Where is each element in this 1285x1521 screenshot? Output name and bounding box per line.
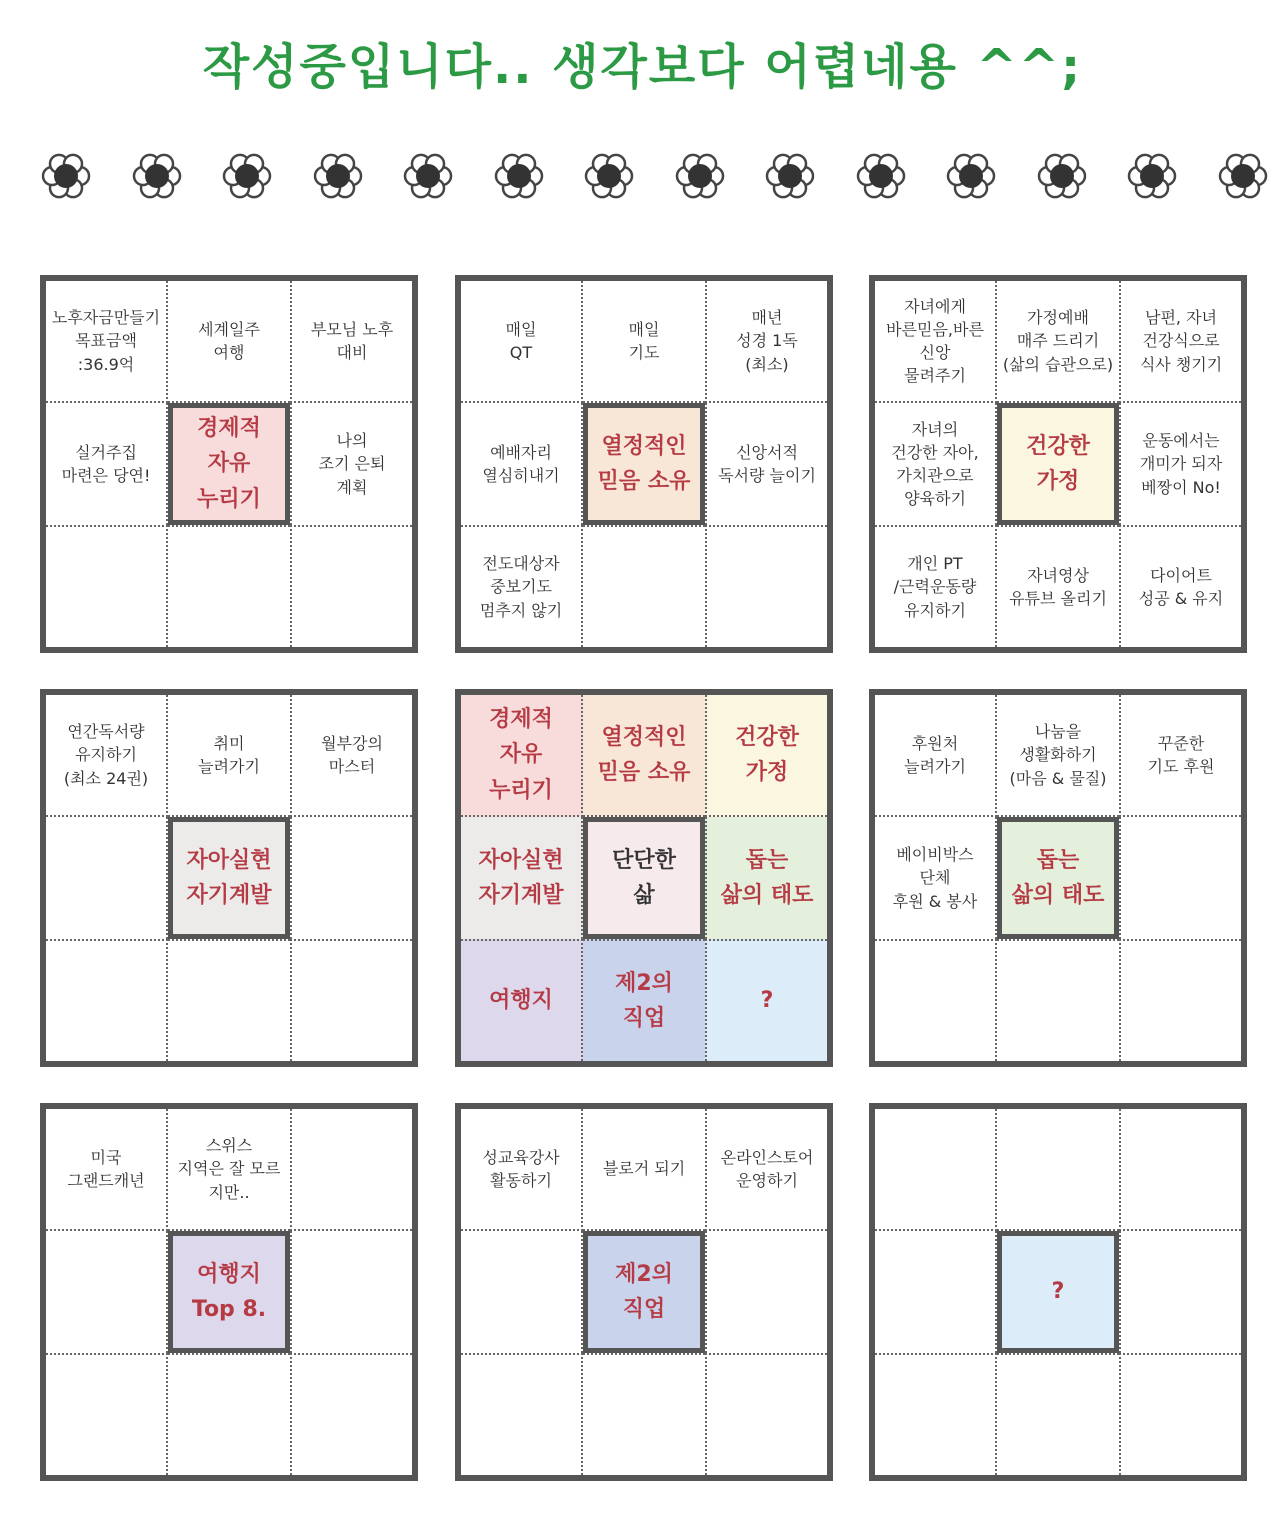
goal-cell: [1119, 1353, 1241, 1475]
goal-cell: [290, 1109, 412, 1231]
goal-cell: 개인 PT /근력운동량 유지하기: [875, 525, 997, 647]
goal-cell: 예배자리 열심히내기: [461, 403, 583, 525]
goal-cell: 베이비박스 단체 후원 & 봉사: [875, 817, 997, 939]
goal-cell: 스위스 지역은 잘 모르지만..: [168, 1109, 290, 1231]
goal-cell: 나눔을 생활화하기 (마음 & 물질): [997, 695, 1119, 817]
goal-cell: [290, 1231, 412, 1353]
goal-cell: [461, 1353, 583, 1475]
goal-cell: 실거주집 마련은 당연!: [46, 403, 168, 525]
goal-cell: 후원처 늘려가기: [875, 695, 997, 817]
goal-cell: [875, 1353, 997, 1475]
goal-cell: [875, 1231, 997, 1353]
goal-cell: 자아실현 자기계발: [461, 817, 583, 939]
goal-cell: 매일 기도: [583, 281, 705, 403]
flower-icon: [672, 148, 728, 204]
goal-cell: [290, 817, 412, 939]
goal-cell: 성교육강사 활동하기: [461, 1109, 583, 1231]
goal-cell: 건강한 가정: [705, 695, 827, 817]
goal-cell: ?: [705, 939, 827, 1061]
flower-icon: [762, 148, 818, 204]
flower-icon: [219, 148, 275, 204]
flower-icon: [38, 148, 94, 204]
goal-cell: 부모님 노후 대비: [290, 281, 412, 403]
goal-cell: 연간독서량 유지하기 (최소 24권): [46, 695, 168, 817]
page-title: 작성중입니다.. 생각보다 어렵네용 ^^;: [202, 39, 1083, 95]
goal-cell: 열정적인 믿음 소유: [583, 695, 705, 817]
goal-cell: [290, 939, 412, 1061]
goal-cell: 월부강의 마스터: [290, 695, 412, 817]
flower-icon: [1034, 148, 1090, 204]
goal-cell: 자녀의 건강한 자아, 가치관으로 양육하기: [875, 403, 997, 525]
board-unknown: [869, 1103, 1247, 1481]
goal-cell: 다이어트 성공 & 유지: [1119, 525, 1241, 647]
flower-icon: [1124, 148, 1180, 204]
flower-icon: [491, 148, 547, 204]
goal-cell: [1119, 817, 1241, 939]
center-goal: 건강한 가정: [997, 403, 1119, 525]
goal-cell: [997, 1353, 1119, 1475]
goal-cell: [875, 1109, 997, 1231]
board-career: [455, 1103, 833, 1481]
flower-icon: [581, 148, 637, 204]
goal-cell: 남편, 자녀 건강식으로 식사 챙기기: [1119, 281, 1241, 403]
goal-cell: [46, 817, 168, 939]
center-goal: 단단한 삶: [583, 817, 705, 939]
center-goal: ?: [997, 1231, 1119, 1353]
goal-cell: 취미 늘려가기: [168, 695, 290, 817]
center-goal: 제2의 직업: [583, 1231, 705, 1353]
goal-cell: [46, 1231, 168, 1353]
board-finance: [40, 275, 418, 653]
goal-cell: [46, 525, 168, 647]
goal-cell: 꾸준한 기도 후원: [1119, 695, 1241, 817]
goal-cell: 블로거 되기: [583, 1109, 705, 1231]
board-family: [869, 275, 1247, 653]
goal-cell: [461, 1231, 583, 1353]
goal-cell: 운동에서는 개미가 되자 베짱이 No!: [1119, 403, 1241, 525]
center-goal: 자아실현 자기계발: [168, 817, 290, 939]
goal-cell: [168, 939, 290, 1061]
goal-cell: 제2의 직업: [583, 939, 705, 1061]
goal-cell: [705, 1231, 827, 1353]
flower-icon: [943, 148, 999, 204]
flower-icon: [853, 148, 909, 204]
goal-cell: [290, 525, 412, 647]
goal-cell: [705, 1353, 827, 1475]
flower-icon: [129, 148, 185, 204]
goal-cell: [46, 1353, 168, 1475]
goal-cell: [997, 939, 1119, 1061]
goal-cell: [1119, 1231, 1241, 1353]
board-selfdev: [40, 689, 418, 1067]
flower-icon: [1215, 148, 1271, 204]
goal-cell: [875, 939, 997, 1061]
goal-cell: [1119, 1109, 1241, 1231]
goal-cell: [1119, 939, 1241, 1061]
flower-divider: [38, 148, 1250, 210]
goal-cell: [290, 1353, 412, 1475]
goal-cell: 노후자금만들기 목표금액 :36.9억: [46, 281, 168, 403]
goal-cell: 미국 그랜드캐년: [46, 1109, 168, 1231]
goal-cell: [583, 1353, 705, 1475]
center-goal: 돕는 삶의 태도: [997, 817, 1119, 939]
goal-cell: 여행지: [461, 939, 583, 1061]
center-goal: 여행지 Top 8.: [168, 1231, 290, 1353]
goal-cell: 신앙서적 독서량 늘이기: [705, 403, 827, 525]
goal-cell: 경제적 자유 누리기: [461, 695, 583, 817]
goal-cell: 자녀에게 바른믿음,바른신앙 물려주기: [875, 281, 997, 403]
goal-cell: [705, 525, 827, 647]
goal-cell: [46, 939, 168, 1061]
goal-cell: 매년 성경 1독 (최소): [705, 281, 827, 403]
flower-icon: [310, 148, 366, 204]
flower-icon: [400, 148, 456, 204]
goal-cell: 가정예배 매주 드리기 (삶의 습관으로): [997, 281, 1119, 403]
board-faith: [455, 275, 833, 653]
goal-cell: 자녀영상 유튜브 올리기: [997, 525, 1119, 647]
goal-cell: [168, 1353, 290, 1475]
goal-cell: 돕는 삶의 태도: [705, 817, 827, 939]
center-goal: 경제적 자유 누리기: [168, 403, 290, 525]
board-travel: [40, 1103, 418, 1481]
goal-cell: 전도대상자 중보기도 멈추지 않기: [461, 525, 583, 647]
goal-cell: 나의 조기 은퇴 계획: [290, 403, 412, 525]
goal-cell: 온라인스토어 운영하기: [705, 1109, 827, 1231]
board-giving: [869, 689, 1247, 1067]
goal-cell: 세계일주 여행: [168, 281, 290, 403]
goal-cell: [168, 525, 290, 647]
center-goal: 열정적인 믿음 소유: [583, 403, 705, 525]
goal-cell: [997, 1109, 1119, 1231]
goal-cell: [583, 525, 705, 647]
goal-cell: 매일 QT: [461, 281, 583, 403]
board-overview: [455, 689, 833, 1067]
